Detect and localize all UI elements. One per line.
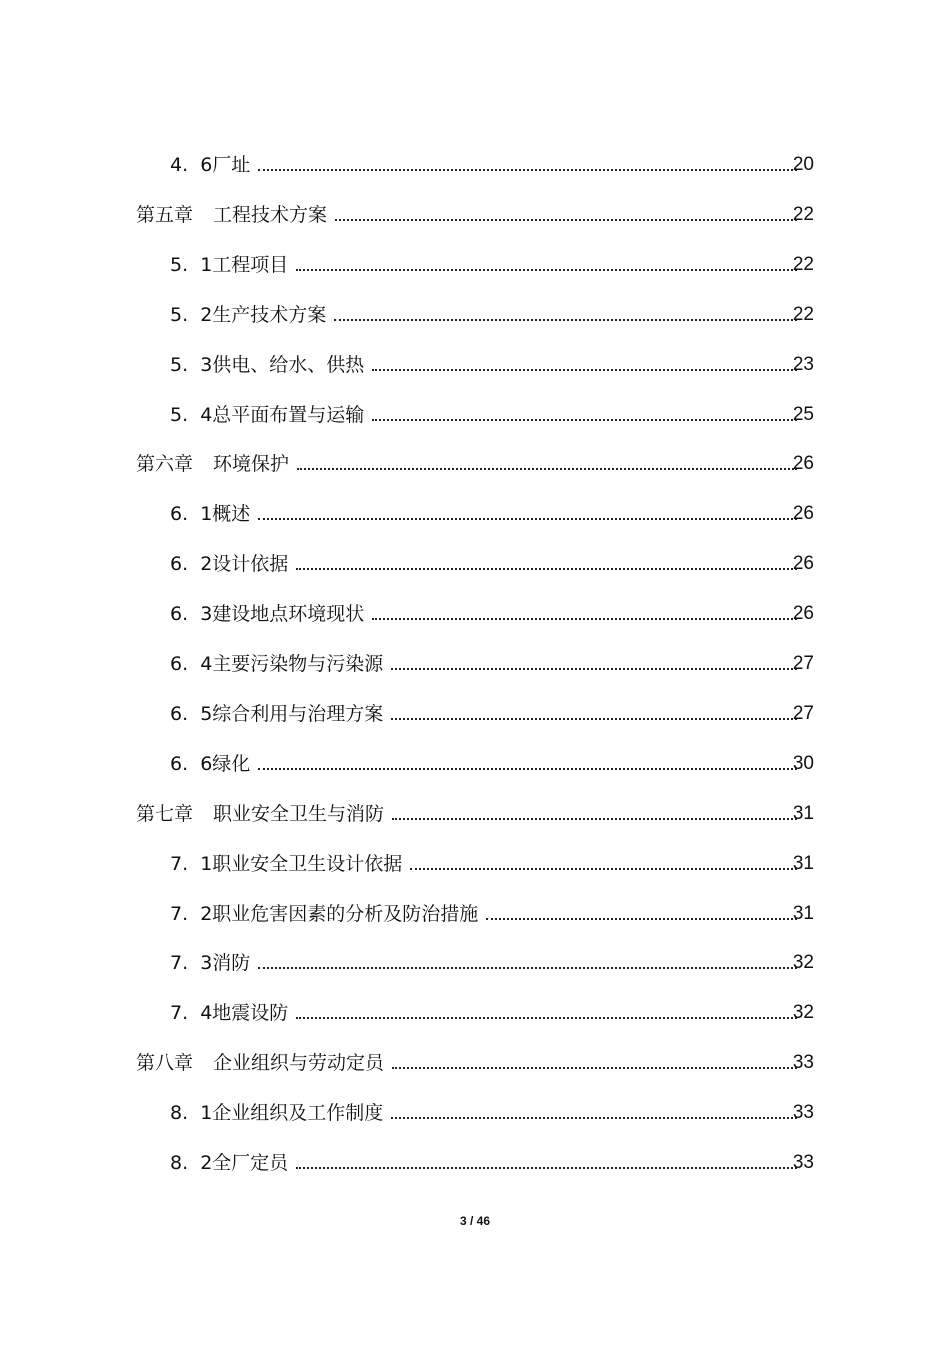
toc-entry-page-number: 27 — [792, 703, 814, 724]
toc-entry-page-number: 30 — [792, 753, 814, 774]
toc-entry-section[interactable] — [170, 1094, 814, 1124]
toc-entry-page-number: 33 — [792, 1052, 814, 1073]
toc-entry-section[interactable] — [170, 595, 814, 625]
toc-entry-section[interactable] — [170, 1144, 814, 1174]
toc-entry-section[interactable] — [170, 845, 814, 875]
toc-entry-page-number: 32 — [792, 952, 814, 973]
dot-leader — [296, 568, 797, 570]
toc-entry-number: 8. 1 — [170, 1102, 213, 1124]
dot-leader — [297, 468, 797, 470]
dot-leader — [391, 668, 797, 670]
toc-entry-title: 企业组织及工作制度 — [212, 1102, 384, 1124]
toc-entry-title: 绿化 — [212, 753, 251, 775]
toc-entry-number: 5. 3 — [170, 354, 213, 376]
toc-entry-label — [170, 254, 296, 276]
toc-entry-label — [136, 1052, 392, 1074]
toc-entry-page-number: 27 — [792, 653, 814, 674]
toc-entry-number: 5. 2 — [170, 304, 213, 326]
toc-entry-section[interactable] — [170, 645, 814, 675]
toc-entry-page-number: 31 — [792, 853, 814, 874]
toc-entry-number: 第七章 — [136, 803, 194, 825]
dot-leader — [296, 1167, 797, 1169]
toc-entry-page-number: 32 — [792, 1002, 814, 1023]
dot-leader — [258, 518, 797, 520]
toc-entry-label — [170, 603, 372, 625]
toc-entry-number: 5. 1 — [170, 254, 213, 276]
toc-entry-title: 环境保护 — [213, 453, 290, 475]
toc-entry-number: 6. 3 — [170, 603, 213, 625]
dot-leader — [486, 918, 797, 920]
dot-leader — [372, 369, 797, 371]
toc-entry-title: 工程技术方案 — [213, 204, 328, 226]
toc-entry-number: 8. 2 — [170, 1152, 213, 1174]
toc-entry-label — [136, 204, 335, 226]
dot-leader — [391, 718, 797, 720]
dot-leader — [391, 1117, 797, 1119]
toc-entry-number: 6. 4 — [170, 653, 213, 675]
toc-entry-section[interactable] — [170, 146, 814, 176]
dot-leader — [372, 419, 797, 421]
toc-entry-chapter[interactable] — [136, 1044, 814, 1074]
toc-entry-label — [170, 903, 486, 925]
toc-entry-label — [170, 404, 372, 426]
toc-entry-label — [170, 703, 391, 725]
toc-entry-number: 7. 2 — [170, 903, 213, 925]
toc-entry-label — [170, 1152, 296, 1174]
toc-entry-page-number: 26 — [792, 503, 814, 524]
dot-leader — [392, 818, 797, 820]
toc-entry-title: 建设地点环境现状 — [212, 603, 365, 625]
toc-entry-title: 职业安全卫生设计依据 — [212, 853, 403, 875]
toc-entry-number: 6. 1 — [170, 503, 213, 525]
toc-entry-number: 6. 2 — [170, 553, 213, 575]
dot-leader — [296, 1017, 797, 1019]
toc-entry-number: 第五章 — [136, 204, 194, 226]
toc-entry-label — [170, 1002, 296, 1024]
toc-entry-page-number: 23 — [792, 354, 814, 375]
toc-entry-title: 工程项目 — [212, 254, 289, 276]
dot-leader — [334, 319, 797, 321]
toc-entry-section[interactable] — [170, 994, 814, 1024]
toc-entry-label — [170, 653, 391, 675]
toc-entry-section[interactable] — [170, 396, 814, 426]
toc-entry-label — [136, 453, 297, 475]
toc-entry-chapter[interactable] — [136, 795, 814, 825]
toc-entry-number: 第八章 — [136, 1052, 194, 1074]
toc-entry-title: 总平面布置与运输 — [212, 404, 365, 426]
toc-entry-page-number: 20 — [792, 154, 814, 175]
dot-leader — [258, 967, 797, 969]
toc-entry-section[interactable] — [170, 296, 814, 326]
toc-entry-label — [170, 354, 372, 376]
dot-leader — [296, 269, 797, 271]
toc-entry-label — [136, 803, 392, 825]
toc-entry-label — [170, 952, 258, 974]
toc-entry-label — [170, 154, 258, 176]
toc-entry-chapter[interactable] — [136, 196, 814, 226]
toc-entry-page-number: 26 — [792, 603, 814, 624]
dot-leader — [258, 768, 797, 770]
toc-entry-page-number: 26 — [792, 553, 814, 574]
toc-entry-title: 消防 — [212, 952, 251, 974]
dot-leader — [258, 169, 797, 171]
toc-entry-page-number: 26 — [792, 453, 814, 474]
toc-entry-title: 生产技术方案 — [212, 304, 327, 326]
toc-entry-title: 供电、给水、供热 — [212, 354, 365, 376]
toc-entry-page-number: 33 — [792, 1102, 814, 1123]
toc-entry-section[interactable] — [170, 695, 814, 725]
toc-entry-label — [170, 503, 258, 525]
toc-entry-number: 7. 4 — [170, 1002, 213, 1024]
toc-entry-label — [170, 553, 296, 575]
toc-entry-label — [170, 1102, 391, 1124]
toc-entry-chapter[interactable] — [136, 445, 814, 475]
toc-entry-page-number: 31 — [792, 903, 814, 924]
toc-entry-title: 地震设防 — [212, 1002, 289, 1024]
toc-entry-title: 厂址 — [212, 154, 251, 176]
toc-entry-number: 7. 1 — [170, 853, 213, 875]
toc-entry-number: 7. 3 — [170, 952, 213, 974]
dot-leader — [372, 618, 797, 620]
toc-entry-title: 设计依据 — [212, 553, 289, 575]
toc-entry-page-number: 25 — [792, 404, 814, 425]
toc-entry-page-number: 31 — [792, 803, 814, 824]
toc-entry-title: 全厂定员 — [212, 1152, 289, 1174]
toc-entry-section[interactable] — [170, 246, 814, 276]
toc-entry-label — [170, 753, 258, 775]
toc-entry-number: 6. 6 — [170, 753, 213, 775]
dot-leader — [410, 868, 797, 870]
toc-entry-page-number: 22 — [792, 204, 814, 225]
toc-entry-section[interactable] — [170, 944, 814, 974]
toc-entry-number: 5. 4 — [170, 404, 213, 426]
toc-entry-number: 6. 5 — [170, 703, 213, 725]
toc-entry-title: 综合利用与治理方案 — [212, 703, 384, 725]
toc-entry-title: 主要污染物与污染源 — [212, 653, 384, 675]
dot-leader — [392, 1067, 797, 1069]
toc-entry-page-number: 33 — [792, 1152, 814, 1173]
toc-entry-page-number: 22 — [792, 254, 814, 275]
toc-entry-section[interactable] — [170, 346, 814, 376]
toc-entry-section[interactable] — [170, 745, 814, 775]
toc-entry-title: 职业安全卫生与消防 — [213, 803, 385, 825]
toc-entry-title: 企业组织与劳动定员 — [213, 1052, 385, 1074]
toc-entry-page-number: 22 — [792, 304, 814, 325]
toc-entry-section[interactable] — [170, 545, 814, 575]
toc-entry-section[interactable] — [170, 895, 814, 925]
toc-entry-section[interactable] — [170, 495, 814, 525]
toc-entry-label — [170, 853, 410, 875]
page-number: 3 / 46 — [459, 1214, 491, 1228]
toc-entry-title: 概述 — [212, 503, 251, 525]
toc-entry-number: 第六章 — [136, 453, 194, 475]
dot-leader — [335, 219, 797, 221]
toc-entry-label — [170, 304, 334, 326]
toc-entry-title: 职业危害因素的分析及防治措施 — [212, 903, 479, 925]
toc-entry-number: 4. 6 — [170, 154, 213, 176]
